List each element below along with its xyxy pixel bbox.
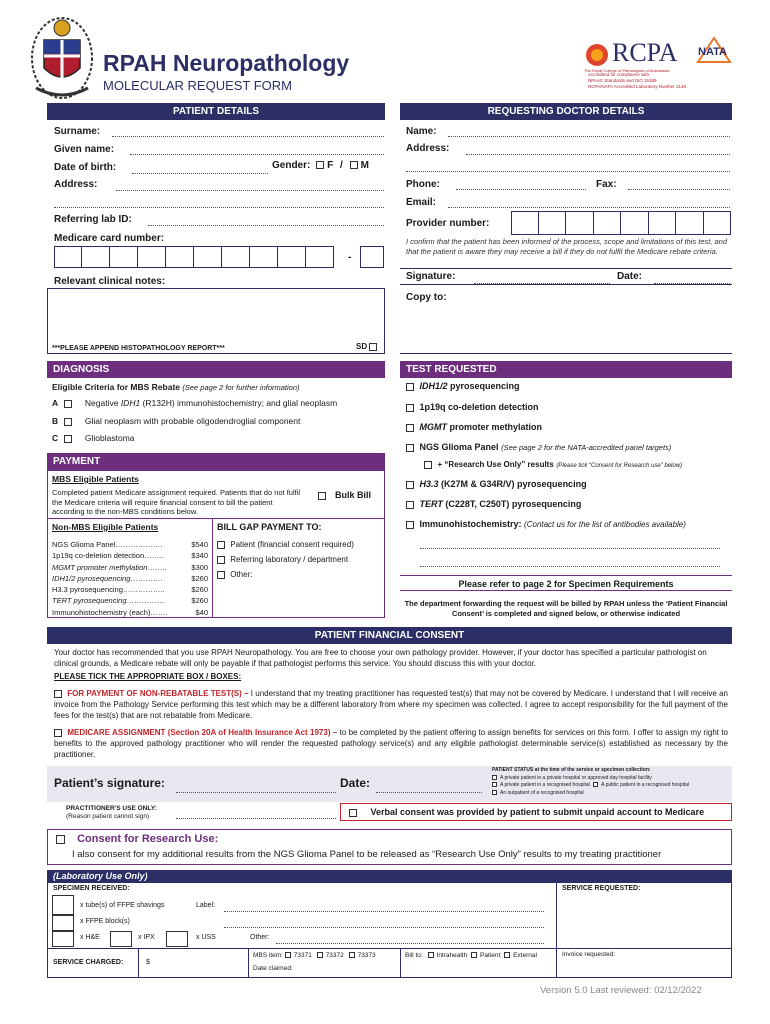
accreditation-line: Accredited for compliance with [588,72,650,77]
criteria-a-post: (R132H) immunohistochemistry; and glial neoplasm [140,398,338,408]
accreditation-line: NPAAC Standards and ISO 15189 [588,78,657,83]
crest-logo [30,12,94,102]
bill-gap-option-label: Referring laboratory / department [230,555,349,564]
gender-f-checkbox[interactable] [316,161,324,169]
price-dots: …….. [147,562,167,572]
criteria-a-letter: A [52,398,59,408]
doctor-email-label: Email: [406,197,437,208]
patient-signature-label: Patient’s signature: [54,776,165,790]
nata-logo [696,36,732,90]
mbs-code-label: 73372 [325,952,344,959]
price-name: MGMT promoter methylation [52,562,148,572]
uss-count-box[interactable] [166,931,188,947]
mbs-divider [248,948,249,978]
service-charged-label: SERVICE CHARGED: [53,959,124,966]
test-research-label: + “Research Use Only” results [437,460,554,469]
medicare-number-boxes[interactable] [54,246,334,268]
bill-gap-option [217,552,354,567]
bill-gap-option [217,567,354,582]
version-footer: Version 5.0 Last reviewed: 02/12/2022 [540,985,702,996]
bill-to-checkbox[interactable] [471,952,477,958]
research-consent-checkbox[interactable] [56,835,65,844]
bill-gap-checkbox[interactable] [217,541,225,549]
he-count-box[interactable] [52,931,74,947]
research-consent-text: I also consent for my additional results from the NGS Glioma Panel to be released as “Research Use Only” results to my treating practitioner [72,849,662,860]
lab-use-heading-bar [47,870,732,882]
status-checkbox[interactable] [593,782,598,787]
surname-field[interactable] [112,136,384,137]
medicare-digit-box[interactable] [278,246,306,268]
practitioner-reason-field[interactable] [176,818,336,819]
doctor-address-label: Address: [406,143,450,154]
price-row [52,573,208,584]
mbs-criteria-heading: Eligible Criteria for MBS Rebate [52,382,180,392]
consent-option-1-checkbox[interactable] [54,690,62,698]
doctor-date-label: Date: [617,271,643,282]
patient-date-field[interactable] [376,792,482,793]
practitioner-use-sub: (Reason patient cannot sign) [66,813,150,820]
bill-to-label: Bill to: [405,952,423,959]
price-name: Immunohistochemistry (each) [52,607,151,617]
practitioner-use-label: PRACTITIONER'S USE ONLY: [66,805,157,812]
test-ihc-checkbox[interactable] [406,521,414,529]
consent-option-1 [54,688,728,721]
copy-to-box[interactable] [400,288,732,354]
provider-digit-box[interactable] [704,211,732,235]
doctor-address-field-1[interactable] [466,154,730,155]
patient-status-option [492,790,732,798]
status-label: An outpatient of a recognised hospital [500,789,584,796]
verbal-consent-label: Verbal consent was provided by patient to submit unpaid account to Medicare [370,807,705,817]
status-label: A private patient in a recognised hospital [500,782,590,788]
billing-note: The department forwarding the request will be billed by RPAH unless the ‘Patient Financial Consent’ is completed and signed below, or otherwise indicated [404,599,728,618]
consent-option-1-text: I understand that my treating practitioner has requested test(s) that may not be covered by Medicare. I understand that I will receive an invoice from the Pathology Service performing this test which may be a different laboratory from where my specimen was collected. I agree to accept responsibility for the full payment of the fees for the test(s) that are not rebatable from Medicare. [54,689,728,720]
price-row [52,550,208,561]
medicare-digit-box[interactable] [110,246,138,268]
test-research [424,459,682,469]
test-mgmt [406,422,542,432]
patient-details-heading: PATIENT DETAILS [47,103,385,120]
status-checkbox[interactable] [492,782,497,787]
bill-gap-checkbox[interactable] [217,556,225,564]
test-idh [406,381,520,391]
price-name: 1p19q co-deletion detection [52,551,145,561]
provider-digit-box[interactable] [539,211,567,235]
provider-digit-box[interactable] [566,211,594,235]
doctor-fax-field[interactable] [628,189,730,190]
test-h33-label: (K27M & G34R/V) pyrosequencing [438,479,587,489]
payment-heading: PAYMENT [47,453,385,470]
price-value: $260 [191,585,208,595]
doctor-fax-label: Fax: [596,179,617,190]
other-field[interactable] [276,943,544,944]
bill-to-checkbox[interactable] [428,952,434,958]
price-name: NGS Glioma Panel [52,540,116,549]
billto-divider [400,948,401,978]
test-idh-checkbox[interactable] [406,383,414,391]
consent-option-2-text: to be completed by the patient offering to assign benefits for services on this form. I offer to assign my right to benefits to the approved pathology practitioner who will render the requested pathology service(s) and any eligible pathologist determinable service(s) established as necessary by the practitioner. [54,728,728,759]
test-h33 [406,479,587,489]
consent-option-2-checkbox[interactable] [54,729,62,737]
price-value: $260 [191,596,208,606]
gender-field [272,160,369,171]
test-tert [406,499,581,509]
price-name: H3.3 pyrosequencing [52,585,123,595]
doctor-signature-label: Signature: [406,271,456,282]
rcpa-subtext: The Royal College of Pathologists of Australasia [584,68,670,73]
price-row [52,595,208,606]
gender-f-label: F [327,160,334,171]
specimen-requirements-note: Please refer to page 2 for Specimen Requirements [400,575,732,591]
price-dots: ………………. [115,540,163,549]
price-value: $260 [191,573,208,583]
criteria-c-checkbox[interactable] [64,435,72,443]
ipx-count-box[interactable] [110,931,132,947]
medicare-irn-box[interactable] [360,246,384,268]
provider-number-label: Provider number: [406,218,490,229]
non-mbs-heading: Non-MBS Eligible Patients [52,522,159,532]
medicare-digit-box[interactable] [166,246,194,268]
form-subtitle: MOLECULAR REQUEST FORM [103,78,293,93]
patient-status-heading: PATIENT STATUS at the time of the service or specimen collection: [492,767,651,773]
price-dots: …………… [126,596,164,606]
criteria-c-row [52,433,135,443]
criteria-a-gene: IDH1 [120,398,141,408]
price-row [52,584,208,595]
mbs-criteria [52,382,300,392]
specimen-received-label: SPECIMEN RECEIVED: [53,885,130,892]
patient-address-field-1[interactable] [116,190,384,191]
sd-checkbox[interactable] [369,343,377,351]
blocks-label: x FFPE block(s) [80,918,130,925]
ihc-field-1[interactable] [420,548,720,549]
doctor-signature-field[interactable] [474,283,610,284]
test-h33-checkbox[interactable] [406,481,414,489]
test-codeletion-label: 1p19q co-deletion detection [419,402,539,412]
dob-label: Date of birth: [54,162,117,173]
price-dots: …………. [130,573,163,583]
research-consent-heading: Consent for Research Use: [77,833,219,845]
given-name-label: Given name: [54,144,115,155]
test-ngs-note: (See page 2 for the NATA-accredited panel targets) [501,443,672,452]
test-mgmt-label: promoter methylation [447,422,543,432]
mbs-code-checkbox[interactable] [285,952,291,958]
doctor-date-field[interactable] [654,283,730,284]
status-label: A private patient in a private hospital or approved day hospital facility [500,774,652,781]
test-requested-heading: TEST REQUESTED [400,361,732,378]
price-dots: …….. [144,551,164,561]
bill-gap-heading: BILL GAP PAYMENT TO: [217,522,322,532]
criteria-c-letter: C [52,433,59,443]
patient-status-option [492,775,732,783]
bill-to-option: Intrahealth [436,952,468,959]
gender-label: Gender: [272,160,311,171]
medicare-digit-box[interactable] [306,246,334,268]
mbs-criteria-note: (See page 2 for further information) [182,383,300,392]
he-label: x H&E [80,934,100,941]
bill-gap-option-label: Other: [230,570,253,579]
nata-wordmark: NATA [698,46,727,58]
medicare-digit-box[interactable] [194,246,222,268]
test-idh-label: pyrosequencing [447,381,520,391]
price-list [52,539,208,618]
bulk-bill-checkbox[interactable] [318,492,326,500]
lab-vertical-divider [556,882,557,978]
tubes-count-box[interactable] [52,895,74,915]
surname-label: Surname: [54,126,101,137]
copy-to-label: Copy to: [406,292,447,303]
confirm-statement: I confirm that the patient has been informed of the process, scope and limitations of this test, and that the patient is aware they may receive a bill if they do not fulfil the Medicare rebate criteria. [406,237,728,256]
patient-address-label: Address: [54,179,98,190]
bill-gap-checkbox[interactable] [217,571,225,579]
status-checkbox[interactable] [492,775,497,780]
other-label: Other: [250,934,270,941]
referring-lab-field[interactable] [148,225,384,226]
medicare-label: Medicare card number: [54,233,165,244]
bill-gap-option [217,537,354,552]
bill-to-checkbox[interactable] [504,952,510,958]
financial-consent-heading: PATIENT FINANCIAL CONSENT [47,627,732,644]
provider-digit-box[interactable] [594,211,622,235]
doctor-details-heading: REQUESTING DOCTOR DETAILS [400,103,732,120]
consent-intro: Your doctor has recommended that you use RPAH Neuropathology. You are free to choose your own pathology provider. However, if your doctor has specified a particular pathologist on clinical grounds, a Medicare rebate will only be payable if that pathologist performs this service. You should discuss this with your doctor. [54,648,707,668]
test-codeletion-checkbox[interactable] [406,404,414,412]
charged-divider [138,948,139,978]
doctor-phone-field[interactable] [456,189,586,190]
test-h33-gene: H3.3 [419,479,439,489]
gender-m-checkbox[interactable] [350,161,358,169]
price-value: $300 [191,562,208,572]
tubes-label: x tube(s) of FFPE shavings [80,902,165,909]
research-consent-heading-row [56,833,218,845]
ihc-field-2[interactable] [420,566,720,567]
provider-number-boxes[interactable] [511,211,731,235]
verbal-consent-box [340,803,732,821]
patient-address-field-2[interactable] [54,207,384,208]
medicare-digit-box[interactable] [222,246,250,268]
provider-digit-box[interactable] [511,211,539,235]
provider-digit-box[interactable] [676,211,704,235]
service-requested-label: SERVICE REQUESTED: [562,885,641,892]
doctor-phone-label: Phone: [406,179,440,190]
criteria-a-checkbox[interactable] [64,400,72,408]
status-label: A public patient in a recognised hospital [601,782,690,788]
provider-digit-box[interactable] [649,211,677,235]
doctor-name-field[interactable] [448,136,730,137]
mbs-item-row [253,952,376,959]
criteria-b-row [52,416,300,426]
payment-divider [47,518,385,519]
mbs-eligible-heading: MBS Eligible Patients [52,474,139,484]
price-value: $540 [191,540,208,549]
price-row [52,539,208,550]
price-row [52,607,208,618]
test-idh-gene: IDH1/2 [419,381,448,391]
provider-digit-box[interactable] [621,211,649,235]
status-checkbox[interactable] [492,790,497,795]
form-title: RPAH Neuropathology [103,50,350,76]
mbs-code-checkbox[interactable] [349,952,355,958]
append-report-note: ***PLEASE APPEND HISTOPATHOLOGY REPORT*** [52,345,225,352]
lab-use-heading: (Laboratory Use Only) [53,871,148,881]
medicare-digit-box[interactable] [54,246,82,268]
date-claimed-label: Date claimed: [253,965,293,972]
label-label: Label: [196,902,216,909]
referring-lab-label: Referring lab ID: [54,214,132,225]
doctor-email-field[interactable] [448,207,730,208]
bill-gap-options [217,537,354,582]
price-row [52,562,208,573]
test-ihc-label: Immunohistochemistry: [419,519,522,529]
test-ihc [406,519,686,529]
verbal-consent-checkbox[interactable] [349,809,357,817]
label-field[interactable] [224,911,544,912]
uss-label: x USS [196,934,216,941]
lab-bottom-divider [47,948,732,949]
consent-option-2 [54,727,728,760]
sd-label: SD [356,342,368,351]
bulk-bill-label: Bulk Bill [335,490,372,500]
criteria-b-text: Glial neoplasm with probable oligodendroglial component [84,416,301,426]
blocks-count-box[interactable] [52,915,74,931]
price-dots: ……. [150,607,168,617]
test-ihc-note: (Contact us for the list of antibodies available) [524,520,686,529]
price-value: $40 [195,607,208,617]
gender-m-label: M [360,160,369,171]
test-research-checkbox[interactable] [424,461,432,469]
criteria-a-pre: Negative [84,398,121,408]
test-tert-checkbox[interactable] [406,501,414,509]
consent-option-1-heading: FOR PAYMENT OF NON-REBATABLE TEST(S) – [67,689,249,698]
rcpa-wordmark: RCPA [612,38,678,67]
doctor-name-label: Name: [406,126,437,137]
criteria-c-text: Glioblastoma [84,433,135,443]
patient-signature-field[interactable] [176,792,336,793]
bill-to-option: External [513,952,537,959]
test-mgmt-checkbox[interactable] [406,424,414,432]
consent-option-2-heading: MEDICARE ASSIGNMENT (Section 20A of Health Insurance Act 1973) – [67,728,338,737]
criteria-a-row [52,398,337,408]
given-name-field[interactable] [130,154,384,155]
patient-status-option [492,782,732,790]
mbs-code-label: 73373 [357,952,376,959]
tick-instruction: PLEASE TICK THE APPROPRIATE BOX / BOXES: [54,672,242,681]
test-tert-gene: TERT [419,499,443,509]
medicare-digit-box[interactable] [138,246,166,268]
accreditation-text [588,72,686,90]
patient-date-label: Date: [340,776,371,790]
payment-vertical-divider [212,518,213,618]
diagnosis-heading: DIAGNOSIS [47,361,385,378]
price-name: IDH1/2 pyrosequencing [52,573,131,583]
criteria-b-checkbox[interactable] [64,418,72,426]
test-research-note: (Please tick “Consent for Research use” below) [556,463,683,469]
test-codeletion [406,402,539,412]
bill-to-option: Patient [480,952,501,959]
medicare-digit-box[interactable] [250,246,278,268]
price-name: TERT pyrosequencing [52,596,127,606]
price-dots: …………….. [122,585,165,595]
clinical-notes-label: Relevant clinical notes: [54,276,166,287]
dob-field[interactable] [132,173,268,174]
test-ngs-label: NGS Glioma Panel [419,442,499,452]
rcpa-logo [584,38,694,74]
bill-to-row [405,952,537,959]
test-ngs-checkbox[interactable] [406,444,414,452]
criteria-b-letter: B [52,416,59,426]
mbs-item-label: MBS item: [253,952,283,959]
bulk-bill-option [318,490,371,500]
mbs-eligible-text: Completed patient Medicare assignment required. Patients that do not fulfil the Medicare criteria will require financial consent to bill the patient according to the non-MBS conditions below. [52,488,301,516]
mbs-code-checkbox[interactable] [317,952,323,958]
price-value: $340 [191,551,208,561]
test-tert-label: (C228T, C250T) pyrosequencing [442,499,582,509]
test-ngs [406,442,671,452]
invoice-requested-label: Invoice requested: [562,951,616,958]
accreditation-line: RCPA/NATA Accredited Laboratory Number 2149 [588,84,687,89]
sd-field [356,342,380,351]
test-mgmt-gene: MGMT [419,422,448,432]
doctor-address-field-2[interactable] [406,171,730,172]
ipx-label: x IPX [138,934,155,941]
medicare-dash: - [348,252,352,263]
bill-gap-option-label: Patient (financial consent required) [230,540,354,549]
dollar-sign: $ [146,959,150,966]
gender-separator: / [340,160,343,171]
medicare-digit-box[interactable] [82,246,110,268]
patient-status [492,767,732,797]
blocks-field[interactable] [224,927,544,928]
mbs-code-label: 73371 [293,952,312,959]
